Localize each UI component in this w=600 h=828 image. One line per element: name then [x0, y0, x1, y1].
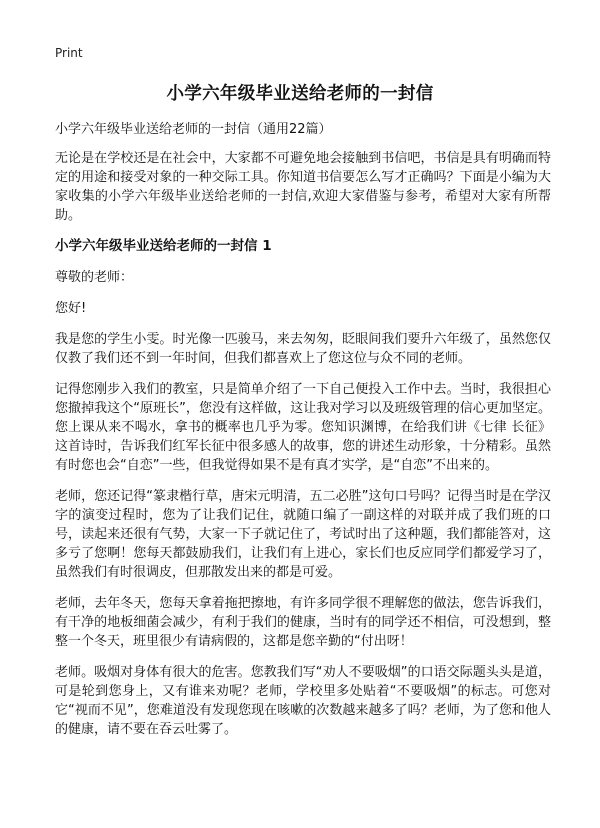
article-body: [55, 120, 551, 751]
print-link[interactable]: Print: [55, 46, 83, 60]
section-heading: 小学六年级毕业送给老师的一封信 1: [55, 238, 272, 254]
letter-paragraph-2: 记得您刚步入我们的教室，只是简单介绍了一下自己便投入工作中去。当时，我很担心您撤掉我这个“原班长”，您没有这样做，这让我对学习以及班级管理的信心更加坚定。您上课从来不喝水，拿书的概率也几乎为零。您知识渊博，在给我们讲《七律 长征》这首诗时，告诉我们红军长征中很多感人的故事，您的讲述生动形象，十分精彩。虽然有时您也会“自恋”一些，但我觉得如果不是有真才实学，是“自恋”不出来的。: [55, 382, 551, 473]
letter-paragraph-1: 我是您的学生小雯。时光像一匹骏马，来去匆匆，眨眼间我们要升六年级了，虽然您仅仅教了我们还不到一年时间，但我们都喜欢上了您这位与众不同的老师。: [55, 332, 551, 366]
letter-greeting: 尊敬的老师：: [55, 270, 134, 285]
article-subtitle: 小学六年级毕业送给老师的一封信（通用22篇）: [55, 122, 332, 137]
intro-paragraph: 无论是在学校还是在社会中，大家都不可避免地会接触到书信吧，书信是具有明确而特定的用途和接受对象的一种交际工具。你知道书信要怎么写才正确吗？下面是小编为大家收集的小学六年级毕业送给老师的一封信,欢迎大家借鉴与参考，希望对大家有所帮助。: [55, 151, 551, 223]
letter-paragraph-3: 老师，您还记得“篆隶楷行草，唐宋元明清，五二必胜”这句口号吗？记得当时是在学汉字的演变过程时，您为了让我们记住，就随口编了一副这样的对联并成了我们班的口号，读起来还很有气势，大家一下子就记住了，考试时出了这种题，我们都能答对，这多亏了您啊！您每天都鼓励我们，让我们有上进心，家长们也反应同学们都爱学习了，虽然我们有时很调皮，但那散发出来的都是可爱。: [55, 489, 551, 580]
letter-paragraph-4: 老师，去年冬天，您每天拿着拖把擦地，有许多同学很不理解您的做法，您告诉我们，有干净的地板细菌会减少，有利于我们的健康，当时有的同学还不相信，可没想到，整整一个冬天，班里很少有请病假的，这都是您辛勤的“付出呀！: [55, 596, 551, 649]
letter-paragraph-5: 老师。吸烟对身体有很大的危害。您教我们写“劝人不要吸烟”的口语交际题头头是道，可是轮到您身上，又有谁来劝呢？老师，学校里多处贴着“不要吸烟”的标志。可您对它“视而不见”，您难道没有发现您现在咳嗽的次数越来越多了吗？老师，为了您和他人的健康，请不要在吞云吐雾了。: [55, 665, 551, 737]
page-title: 小学六年级毕业送给老师的一封信: [166, 84, 434, 104]
letter-hello: 您好!: [55, 301, 87, 316]
